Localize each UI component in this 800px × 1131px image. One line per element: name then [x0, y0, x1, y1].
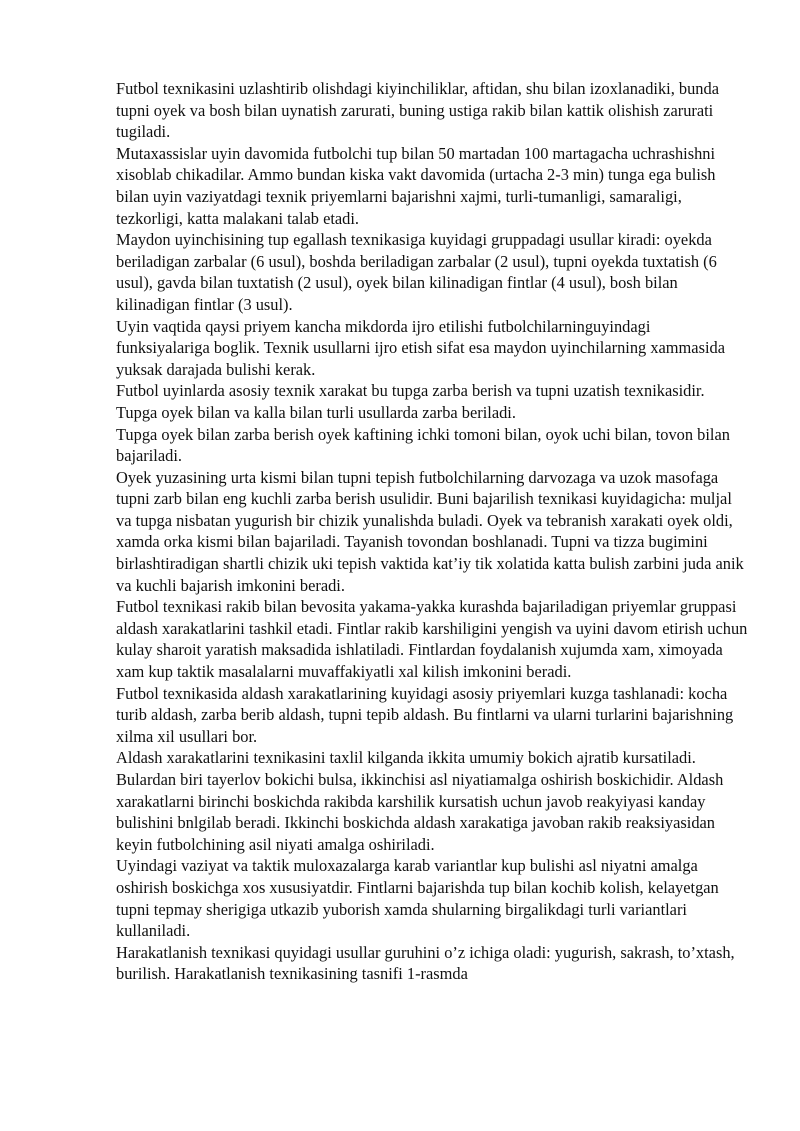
paragraph-11: Uyindagi vaziyat va taktik muloxazalarga karab variantlar kup bulishi asl niyatni amalga oshirish boskichga xos xususiyatdir. Fintlarni bajarishda tup bilan kochib kolish, kelayetgan tupni tepmay sherigiga utkazib yuborish xamda shularning birgalikdagi turli variantlari kullaniladi.: [116, 856, 719, 941]
paragraph-2: Mutaxassislar uyin davomida futbolchi tup bilan 50 martadan 100 martagacha uchrashishni xisoblab chikadilar. Ammo bundan kiska vakt davomida (urtacha 2-3 min) tunga ega bulish bilan uyin vaziyatdagi texnik priyemlarni bajarishni xajmi, turli-tumanligi, samaraligi, tezkorligi, katta malakani talab etadi.: [116, 143, 716, 228]
paragraph-5: Futbol uyinlarda asosiy texnik xarakat bu tupga zarba berish va tupni uzatish texnikasidir. Tupga oyek bilan va kalla bilan turli usullarda zarba beriladi.: [116, 381, 705, 422]
paragraph-9: Futbol texnikasida aldash xarakatlarining kuyidagi asosiy priyemlari kuzga tashlanadi: kocha turib aldash, zarba berib aldash, tupni tepib aldash. Bu fintlarni va ularni turlarini bajarishning xilma xil usullari bor.: [116, 683, 734, 746]
paragraph-6: Tupga oyek bilan zarba berish oyek kaftining ichki tomoni bilan, oyok uchi bilan, tovon bilan bajariladi.: [116, 424, 730, 466]
paragraph-10: Aldash xarakatlarini texnikasini taxlil kilganda ikkita umumiy bokich ajratib kursatiladi. Bulardan biri tayerlov bokichi bulsa, ikkinchisi asl niyatiamalga oshirish boskichidir. Aldash xarakatlarni birinchi boskichda rakibda karshilik kursatish uchun javob reakyiyasi kanday bulishini bnlgilab beradi. Ikkinchi boskichda aldash xarakatiga javoban rakib reaksiyasidan keyin futbolchining asil niyati amalga oshiriladi.: [116, 748, 724, 854]
paragraph-4: Uyin vaqtida qaysi priyem kancha mikdorda ijro etilishi futbolchilarninguyindagi funksiyalariga boglik. Texnik usullarni ijro etish sifat esa maydon uyinchilarning xammasida yuksak darajada bulishi kerak.: [116, 316, 725, 379]
paragraph-7: Oyek yuzasining urta kismi bilan tupni tepish futbolchilarning darvozaga va uzok masofaga tupni zarb bilan eng kuchli zarba berish usulidir. Buni bajarilish texnikasi kuyidagicha: muljal va tupga nisbatan yugurish bir chizik yunalishda buladi. Oyek va tebranish xarakati oyek oldi, xamda orka kismi bilan bajariladi. Tayanish tovondan boshlanadi. Tupni va tizza bugimini birlashtiradigan shartli chizik uki tepish vaktida kat’iy tik xolatida katta bulish zarbini juda anik va kuchli bajarish imkonini beradi.: [116, 467, 744, 595]
paragraph-12: Harakatlanish texnikasi quyidagi usullar guruhini o’z ichiga oladi: yugurish, sakrash, to’xtash, burilish. Harakatlanish texnikasining tasnifi 1-rasmda: [116, 942, 735, 984]
paragraph-3: Maydon uyinchisining tup egallash texnikasiga kuyidagi gruppadagi usullar kiradi: oyekda beriladigan zarbalar (6 usul), boshda beriladigan zarbalar (2 usul), tupni oyekda tuxtatish (6 usul), gavda bilan tuxtatish (2 usul), oyek bilan kilinadigan fintlar (4 usul), bosh bilan kilinadigan fintlar (3 usul).: [116, 230, 717, 314]
document-page: [116, 78, 748, 985]
paragraph-8: Futbol texnikasi rakib bilan bevosita yakama-yakka kurashda bajariladigan priyemlar gruppasi aldash xarakatlarini tashkil etadi. Fintlar rakib karshiligini yengish va uyini davom etirish uchun kulay sharoit yaratish maksadida ishlatiladi. Fintlardan foydalanish xujumda xam, ximoyada xam kup taktik masalalarni muvaffakiyatli xal kilish imkonini beradi.: [116, 597, 748, 682]
paragraph-1: Futbol texnikasini uzlashtirib olishdagi kiyinchiliklar, aftidan, shu bilan izoxlanadiki, bunda tupni oyek va bosh bilan uynatish zarurati, buning ustiga rakib bilan kattik olishish zarurati tugiladi.: [116, 79, 719, 142]
